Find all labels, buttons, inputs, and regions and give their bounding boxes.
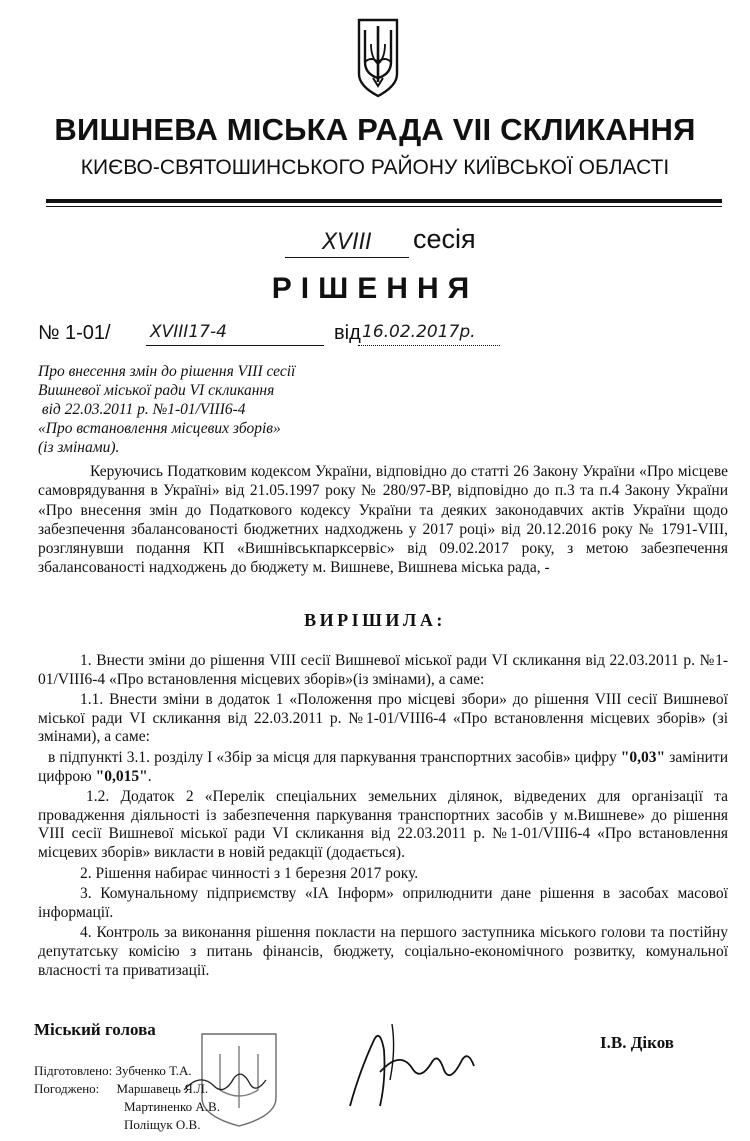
agreed-name: Маршавець Я.Л.: [116, 1081, 209, 1096]
agreed-name: Мартиненко А.В.: [124, 1099, 220, 1114]
prepared-label: Підготовлено:: [34, 1063, 113, 1078]
prepared-name: Зубченко Т.А.: [115, 1063, 192, 1078]
subject-line: Вишневої міської ради VI скликання: [38, 382, 275, 399]
new-rate: "0,015": [95, 767, 148, 785]
item-1: 1. Внести зміни до рішення VIII сесії Вишневої міської ради VI скликання від 22.03.2011 р. №1-01/VIII6-4 «Про встановлення місцевих зборів»(із змінами), а саме:: [38, 652, 728, 688]
preamble: [38, 462, 728, 578]
decision-number-prefix: № 1-01/: [38, 322, 111, 344]
agreed-name: Поліщук О.В.: [124, 1117, 201, 1132]
session-line: [285, 224, 515, 264]
subject-line: Про внесення змін до рішення VIII сесії: [38, 363, 296, 380]
approval-block: [34, 1062, 220, 1134]
subject-line: (із змінами).: [38, 439, 120, 456]
subject-line: від 22.03.2011 р. №1-01/VIII6-4: [38, 401, 246, 418]
resolved-heading: ВИРІШИЛА:: [304, 610, 446, 630]
session-label: сесія: [413, 224, 476, 254]
agreed-row: [34, 1080, 220, 1098]
item-4: 4. Контроль за виконання рішення покласти на першого заступника міського голови та постійну депутатську комісію з питань фінансів, бюджету, соціально-економічного розвитку, комунальної власності та приватизації.: [38, 924, 728, 979]
trident-icon: [356, 16, 400, 98]
item-1-1-a-end: .: [147, 767, 152, 785]
decision-date: 16.02.2017р.: [358, 318, 500, 346]
resolution-items: [38, 652, 728, 980]
header-divider-thin: [46, 206, 722, 207]
council-title: ВИШНЕВА МІСЬКА РАДА VII СКЛИКАННЯ: [54, 112, 696, 147]
signatory-name: І.В. Діков: [600, 1033, 674, 1052]
item-1-1-a: [38, 749, 728, 786]
subject-line: «Про встановлення місцевих зборів»: [38, 420, 281, 437]
agreed-label: Погоджено:: [34, 1081, 100, 1096]
decision-date-prefix: від: [334, 322, 361, 344]
council-subtitle: КИЄВО-СВЯТОШИНСЬКОГО РАЙОНУ КИЇВСЬКОЇ ОБЛАСТІ: [80, 156, 670, 179]
prepared-row: [34, 1062, 220, 1080]
item-1-1-a-mid: замінити цифрою: [38, 748, 728, 785]
signatory-role: Міський голова: [34, 1020, 156, 1039]
item-1-1: 1.1. Внести зміни в додаток 1 «Положення про місцеві збори» до рішення VIII сесії Вишневої міської ради VI скликання від 22.03.2011 р. №1-01/VIII6-4 «Про встановлення місцевих зборів» (зі змінами), а саме:: [38, 691, 728, 746]
item-3: 3. Комунальному підприємству «ІА Інформ» оприлюднити дане рішення в засобах масової інформації.: [38, 885, 728, 921]
header-divider: [46, 199, 722, 203]
item-1-1-a-text: в підпункті 3.1. розділу І «Збір за місця для паркування транспортних засобів» цифру: [48, 748, 621, 766]
session-number: XVIII: [285, 228, 409, 258]
agreed-row: [34, 1116, 220, 1134]
decision-heading: РІШЕННЯ: [271, 272, 479, 305]
decision-number-line: [38, 322, 498, 352]
mayor-signature: [340, 1010, 480, 1120]
item-2: 2. Рішення набирає чинності з 1 березня 2017 року.: [80, 864, 419, 882]
item-1-2: 1.2. Додаток 2 «Перелік спеціальних земельних ділянок, відведених для організації та провадження діяльності із забезпечення паркування транспортних засобів у м.Вишневе» до рішення VIII сесії Вишневої міської ради VI скликання від 22.03.2011 р. №1-01/VIII6-4 «Про встановлення місцевих зборів» викласти в новій редакції (додається).: [38, 788, 728, 861]
agreed-row: [34, 1098, 220, 1116]
old-rate: "0,03": [620, 748, 666, 766]
preamble-text: Керуючись Податковим кодексом України, відповідно до статті 26 Закону України «Про місцеве самоврядування в Україні» від 21.05.1997 року № 280/97-ВР, відповідно до п.3 та п.4 Закону України «Про внесення змін до Податкового кодексу України та деяких законодавчих актів України щодо забезпечення збалансованості бюджетних надходжень у 2017 році» від 20.12.2016 року № 1791-VIII, розглянувши подання КП «Вишнівськпарксервіс» від 09.02.2017 року, з метою забезпечення збалансованості надходжень до бюджету м. Вишневе, Вишнева міська рада, -: [38, 463, 728, 577]
decision-subject: [38, 362, 295, 457]
decision-number: XVIII17-4: [146, 318, 324, 346]
